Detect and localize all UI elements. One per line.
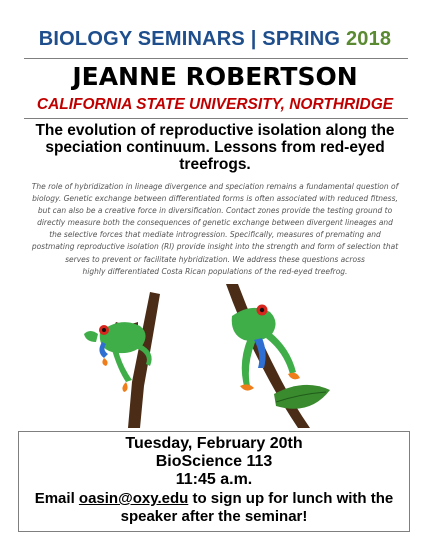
red-eyed-treefrog-right-icon bbox=[226, 284, 330, 428]
series-label: BIOLOGY SEMINARS bbox=[38, 28, 245, 50]
email-signup-line-2: speaker after the seminar! bbox=[120, 508, 308, 525]
treefrog-illustration bbox=[0, 282, 430, 430]
speaker-affiliation: CALIFORNIA STATE UNIVERSITY, NORTHRIDGE bbox=[36, 96, 394, 113]
email-prefix: Email bbox=[34, 490, 79, 507]
abstract-line: directly measure both the consequences of genetic exchange between divergent lineages and bbox=[37, 218, 393, 228]
abstract-line: the selective forces that mediate introgression. Specifically, measures of premating and bbox=[49, 230, 381, 240]
abstract-line: biology. Genetic exchange between differentiated forms is often associated with reduced fitness, bbox=[32, 194, 398, 204]
email-suffix: to sign up for lunch with the bbox=[188, 490, 394, 507]
event-details-box bbox=[18, 431, 410, 532]
header-divider bbox=[24, 58, 408, 59]
abstract-line: The role of hybridization in lineage divergence and speciation remains a fundamental question of bbox=[31, 182, 399, 191]
header-separator: | bbox=[250, 28, 257, 50]
speaker-name: JEANNE ROBERTSON bbox=[72, 62, 358, 91]
abstract-line: postmating reproductive isolation (RI) provide insight into the strength and form of selection that bbox=[31, 242, 399, 252]
talk-abstract bbox=[16, 181, 414, 278]
term-year: 2018 bbox=[345, 28, 392, 50]
talk-title: The evolution of reproductive isolation along the speciation continuum. Lessons from red-eyed treefrogs. bbox=[35, 122, 395, 173]
event-date: Tuesday, February 20th bbox=[125, 435, 303, 452]
event-location: BioScience 113 bbox=[155, 453, 273, 470]
affiliation-divider bbox=[24, 118, 408, 119]
abstract-line: serves to prevent or facilitate hybridization. We address these questions across bbox=[65, 254, 365, 264]
seminar-series-header bbox=[0, 28, 430, 51]
event-time: 11:45 a.m. bbox=[175, 471, 253, 488]
abstract-line: highly differentiated Costa Rican populations of the red-eyed treefrog. bbox=[82, 266, 348, 276]
red-eyed-treefrog-left-icon bbox=[84, 292, 160, 428]
term-label: SPRING bbox=[262, 28, 341, 50]
email-link[interactable]: oasin@oxy.edu bbox=[78, 490, 189, 507]
email-signup-line-1 bbox=[19, 490, 409, 507]
abstract-line: but can also be a creative force in diversification. Contact zones provide the testing ground to bbox=[37, 206, 393, 216]
